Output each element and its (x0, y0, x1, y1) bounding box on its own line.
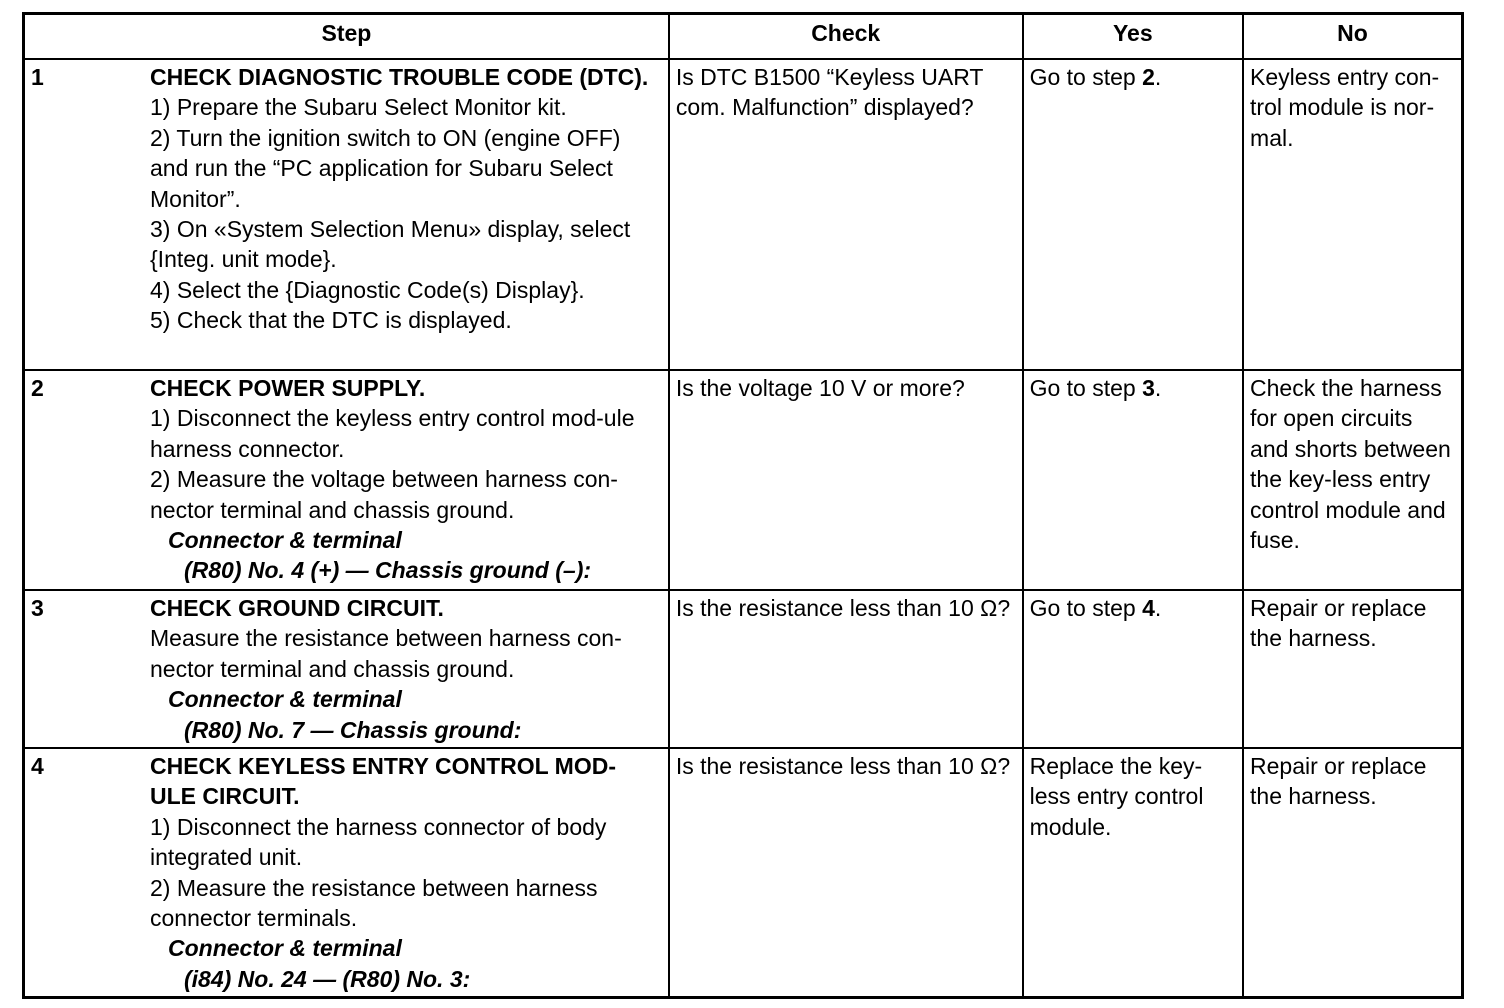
step-instruction: 2) Measure the voltage between harness con-nector terminal and chassis ground. (150, 466, 618, 523)
header-step: Step (24, 14, 669, 60)
connector-label: Connector & terminal (168, 686, 402, 713)
connector-label: Connector & terminal (168, 935, 402, 962)
step-instruction: 2) Turn the ignition switch to ON (engine OFF) and run the “PC application for Subaru Select Monitor”. (150, 124, 621, 212)
yes-text: Go to step (1029, 64, 1143, 90)
step-instruction: Measure the resistance between harness con-nector terminal and chassis ground. (150, 625, 622, 682)
step-number: 1 (31, 64, 44, 90)
no-cell: Keyless entry con-trol module is nor-mal. (1243, 59, 1462, 370)
yes-cell (1023, 748, 1243, 998)
no-cell: Repair or replace the harness. (1243, 748, 1462, 998)
table-row (24, 370, 1463, 590)
table-header-row (24, 14, 1463, 60)
step-number: 4 (31, 753, 44, 780)
check-cell: Is the resistance less than 10 Ω? (669, 748, 1023, 998)
no-cell: Repair or replace the harness. (1243, 590, 1462, 748)
yes-suffix: . (1154, 375, 1162, 401)
step-title: CHECK KEYLESS ENTRY CONTROL MOD-ULE CIRCUIT. (150, 753, 616, 810)
step-instruction: 4) Select the {Diagnostic Code(s) Display}. (150, 276, 585, 303)
no-cell: Check the harness for open circuits and shorts between the key-less entry control module and fuse. (1243, 370, 1462, 590)
step-title: CHECK GROUND CIRCUIT. (150, 595, 444, 621)
yes-step-number: 2 (1142, 64, 1155, 90)
header-yes: Yes (1023, 14, 1243, 60)
table-row (24, 748, 1463, 998)
step-instruction: 1) Prepare the Subaru Select Monitor kit. (150, 94, 567, 121)
step-instruction: 5) Check that the DTC is displayed. (150, 307, 512, 334)
step-number: 2 (31, 375, 44, 401)
connector-value: (R80) No. 4 (+) — Chassis ground (–): (184, 557, 592, 584)
diagnostic-procedure-table (22, 12, 1464, 999)
step-instruction: 1) Disconnect the keyless entry control mod-ule harness connector. (150, 405, 635, 462)
table-row (24, 59, 1463, 370)
step-title: CHECK DIAGNOSTIC TROUBLE CODE (DTC). (150, 64, 649, 90)
step-instruction: 1) Disconnect the harness connector of body integrated unit. (150, 813, 607, 871)
header-check: Check (669, 14, 1023, 60)
table-row (24, 590, 1463, 748)
yes-suffix: . (1154, 64, 1162, 90)
step-cell (24, 370, 669, 590)
yes-cell (1023, 590, 1243, 748)
check-cell: Is DTC B1500 “Keyless UART com. Malfunction” displayed? (669, 59, 1023, 370)
connector-label: Connector & terminal (168, 527, 402, 554)
connector-value: (i84) No. 24 — (R80) No. 3: (184, 965, 471, 992)
step-cell (24, 59, 669, 370)
yes-text: Go to step (1029, 375, 1143, 401)
step-cell (24, 748, 669, 998)
step-number: 3 (31, 595, 44, 621)
step-cell (24, 590, 669, 748)
yes-cell (1023, 59, 1243, 370)
step-title: CHECK POWER SUPPLY. (150, 375, 426, 401)
yes-suffix: . (1154, 595, 1162, 621)
yes-step-number: 3 (1142, 375, 1155, 401)
check-cell: Is the voltage 10 V or more? (669, 370, 1023, 590)
step-instruction: 3) On «System Selection Menu» display, select {Integ. unit mode}. (150, 216, 631, 273)
connector-value: (R80) No. 7 — Chassis ground: (184, 716, 522, 743)
header-no: No (1243, 14, 1462, 60)
yes-text: Go to step (1029, 595, 1143, 621)
yes-step-number: 4 (1142, 595, 1155, 621)
step-instruction: 2) Measure the resistance between harness connector terminals. (150, 874, 598, 932)
yes-cell (1023, 370, 1243, 590)
yes-text: Replace the key-less entry control module. (1029, 753, 1204, 840)
check-cell: Is the resistance less than 10 Ω? (669, 590, 1023, 748)
